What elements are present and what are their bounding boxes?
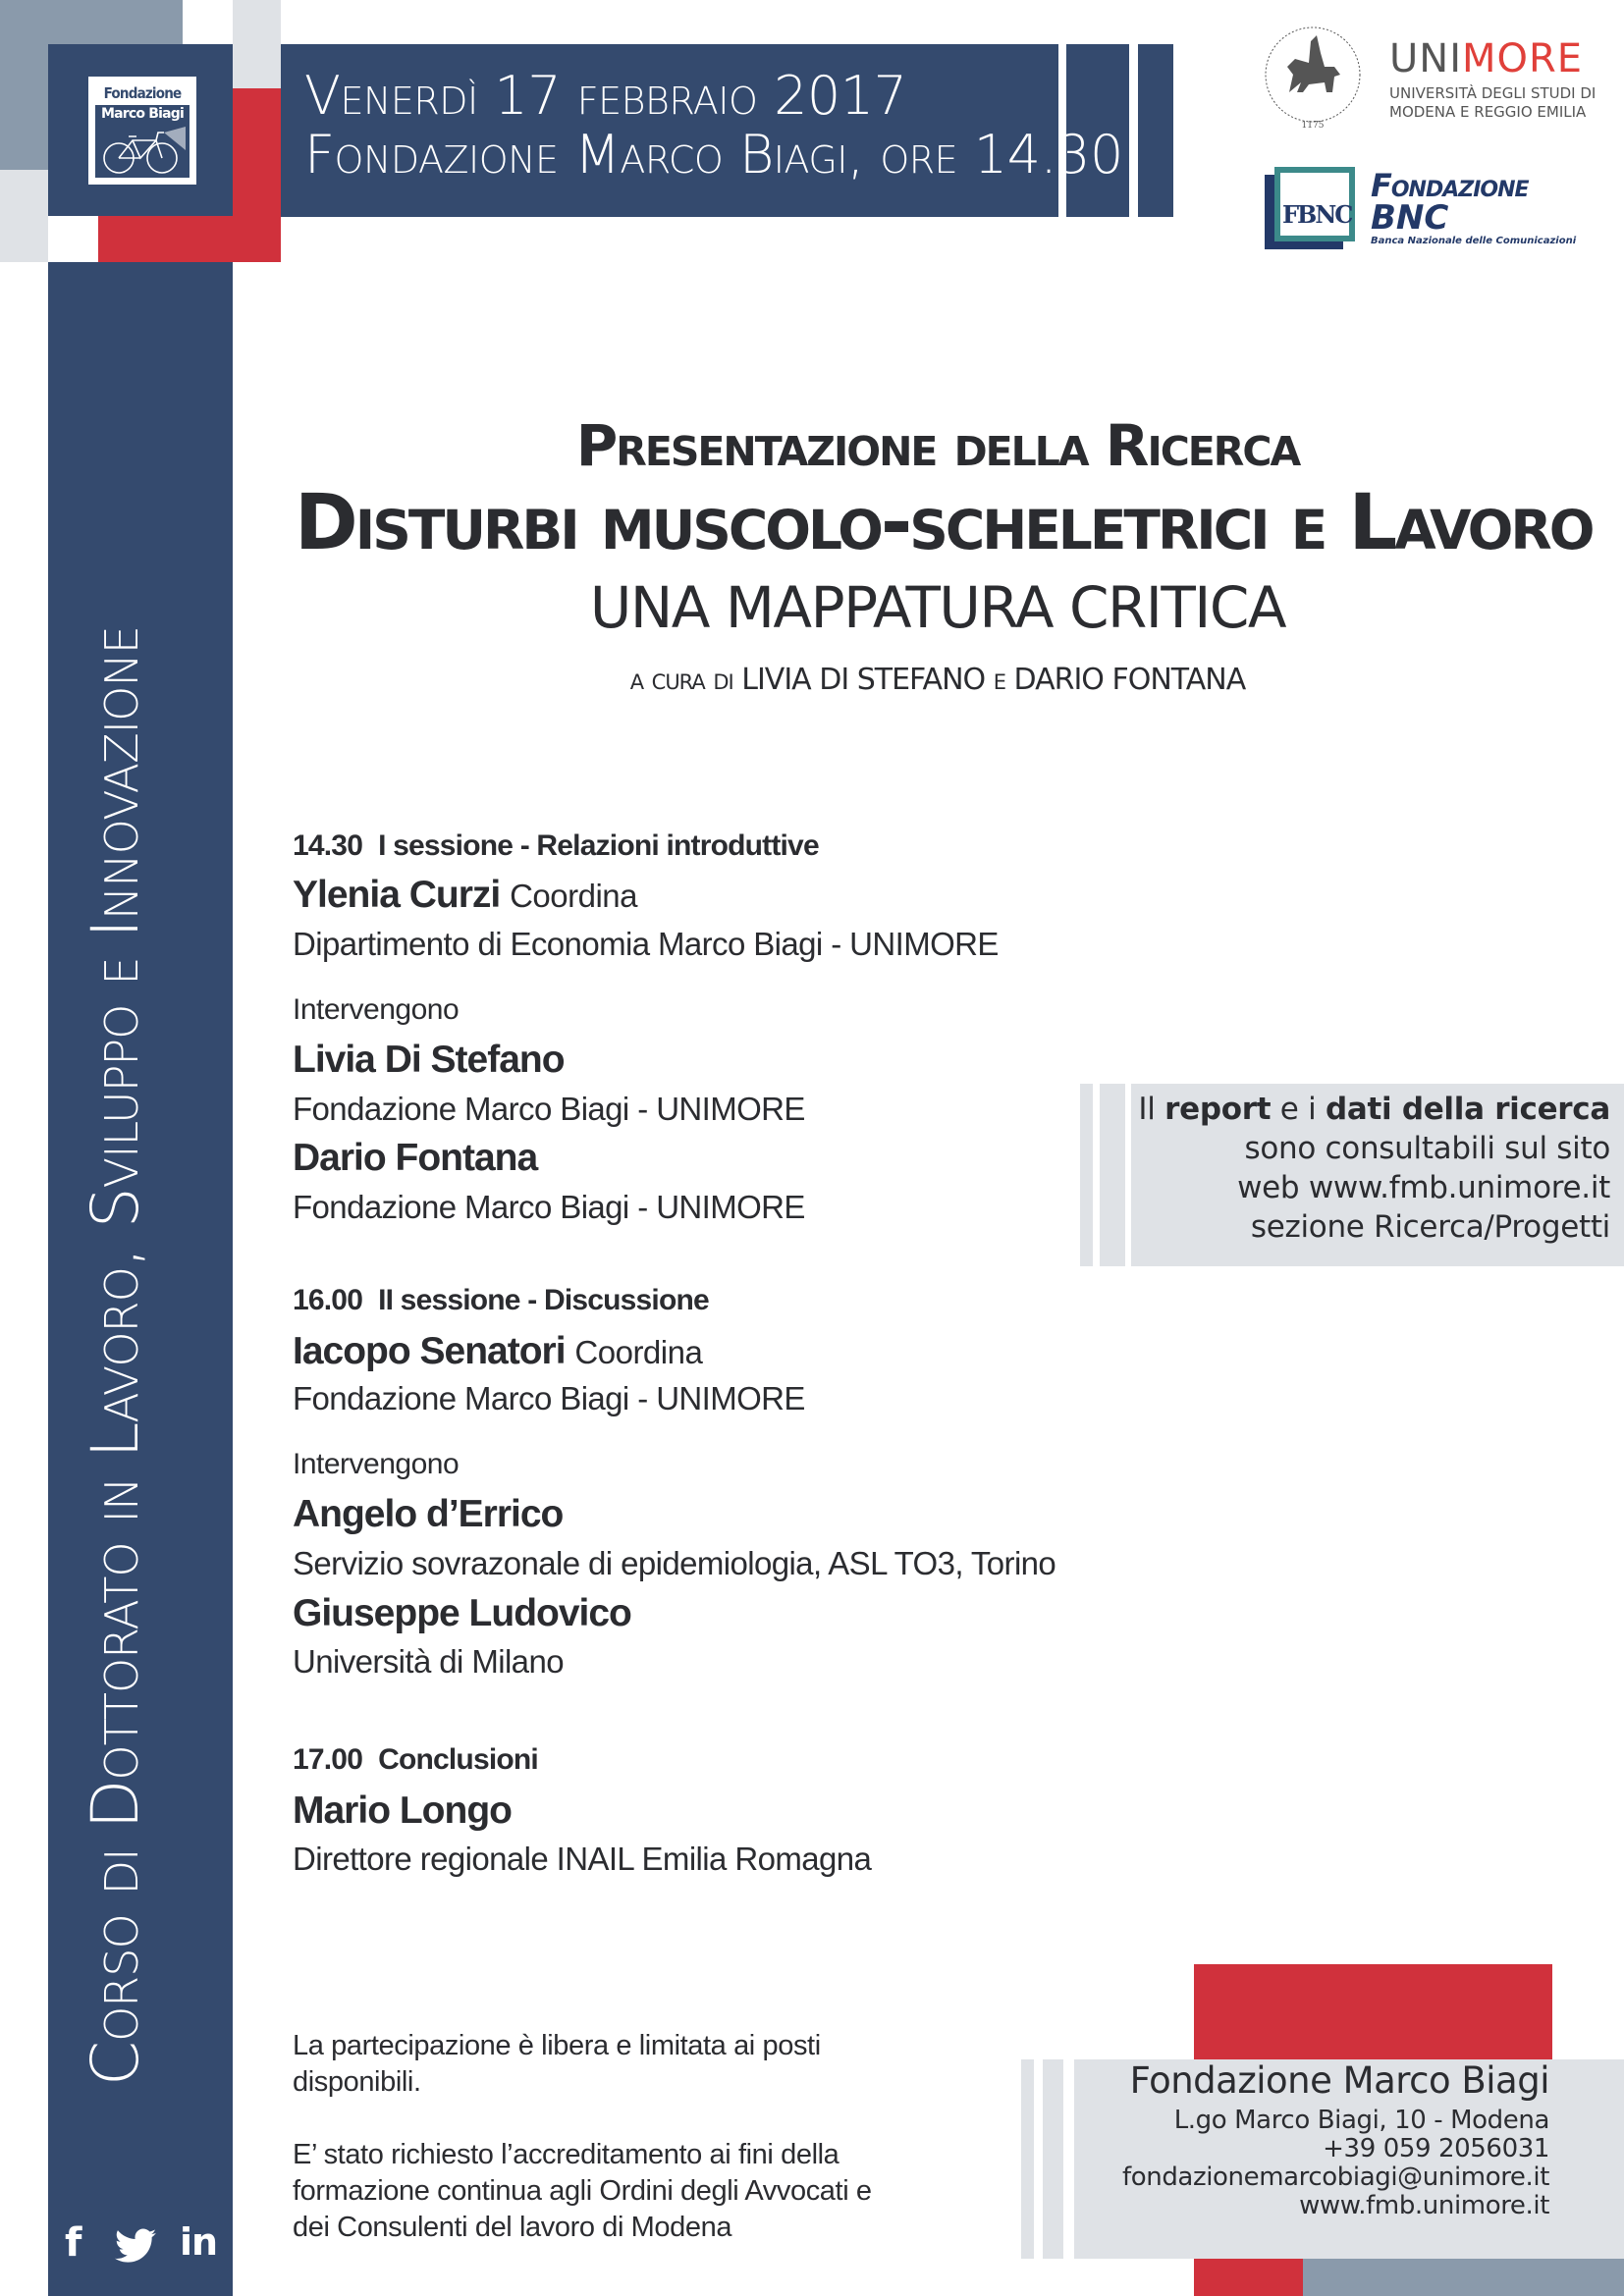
session-1-header: 14.30 I sessione - Relazioni introduttive: [293, 829, 819, 862]
unimore-logo[interactable]: [1260, 24, 1597, 133]
contact-website[interactable]: www.fmb.unimore.it: [1299, 2191, 1549, 2220]
svg-text:1175: 1175: [1301, 121, 1325, 131]
event-date: Venerdì 17 febbraio 2017: [304, 65, 907, 127]
participation-note: La partecipazione è libera e limitata ai posti disponibili.: [293, 2030, 821, 2098]
linkedin-icon[interactable]: in: [180, 2220, 218, 2264]
session-2-speaker-1: Angelo d’Errico: [293, 1493, 564, 1535]
session-3-header: 17.00 Conclusioni: [293, 1743, 538, 1776]
deco-slate-block-bottom: [1303, 2259, 1624, 2296]
event-venue-time: Fondazione Marco Biagi, ore 14.30: [304, 124, 1123, 186]
session-2-speaker-2-affiliation: Università di Milano: [293, 1643, 564, 1680]
deco-light-column: [233, 0, 281, 88]
session-2-header: 16.00 II sessione - Discussione: [293, 1284, 709, 1316]
session-1-speakers-label: Intervengono: [293, 993, 460, 1026]
accreditation-note: E’ stato richiesto l’accreditamento ai fini della formazione continua agli Ordini degli Avvocati e dei Consulenti del lavoro di Modena: [293, 2139, 872, 2243]
bnc-line1: Fondazione: [1371, 167, 1529, 204]
session-1-speaker-1-affiliation: Fondazione Marco Biagi - UNIMORE: [293, 1091, 805, 1127]
session-1-speaker-1: Livia Di Stefano: [293, 1039, 565, 1081]
bnc-subtitle: Banca Nazionale delle Comunicazioni: [1371, 236, 1577, 246]
session-1-speaker-2-affiliation: Fondazione Marco Biagi - UNIMORE: [293, 1189, 805, 1225]
fmb-logo-line1: Fondazione: [95, 83, 189, 105]
title-pre: Presentazione della Ricerca: [575, 412, 1300, 479]
session-2-coordinator: Iacopo Senatori Coordina: [293, 1330, 703, 1372]
twitter-icon[interactable]: [115, 2228, 156, 2264]
unimore-subtitle: UNIVERSITÀ DEGLI STUDI DI MODENA E REGGIO EMILIA: [1389, 84, 1597, 121]
fmb-logo-line2: Marco Biagi: [100, 106, 184, 122]
session-2-coordinator-affiliation: Fondazione Marco Biagi - UNIMORE: [293, 1380, 805, 1416]
contact-email[interactable]: fondazionemarcobiagi@unimore.it: [1121, 2163, 1549, 2192]
session-3-speaker-1: Mario Longo: [293, 1789, 512, 1832]
session-1-coordinator: Ylenia Curzi Coordina: [293, 874, 637, 916]
info-box-text: Il report e i dati della ricerca sono consultabili sul sito web www.fmb.unimore.it sezione Ricerca/Progetti: [1119, 1090, 1610, 1247]
title-main: Disturbi muscolo-scheletrici e Lavoro: [295, 479, 1593, 567]
bnc-line2: BNC: [1371, 198, 1449, 238]
facebook-icon[interactable]: f: [65, 2220, 82, 2266]
sidebar-vertical-title: Corso di Dottorato in Lavoro, Sviluppo e Innovazione: [78, 626, 153, 2086]
unimore-seal-icon: [1260, 24, 1366, 133]
contact-details: [1122, 2107, 1549, 2220]
bicycle-icon: [101, 127, 186, 176]
session-3-speaker-1-affiliation: Direttore regionale INAIL Emilia Romagna: [293, 1841, 872, 1877]
title-sub: UNA MAPPATURA CRITICA: [589, 574, 1286, 641]
session-2-speaker-1-affiliation: Servizio sovrazonale di epidemiologia, ASL TO3, Torino: [293, 1545, 1056, 1581]
session-2-speakers-label: Intervengono: [293, 1448, 460, 1480]
title-curators: a cura di LIVIA DI STEFANO e DARIO FONTANA: [629, 663, 1246, 697]
contact-phone[interactable]: +39 059 2056031: [1323, 2134, 1549, 2163]
session-2-speaker-2: Giuseppe Ludovico: [293, 1592, 631, 1634]
contact-box-stripe-2: [1043, 2059, 1063, 2259]
info-box-website[interactable]: web www.fmb.unimore.it: [1237, 1170, 1610, 1205]
header-stripe-2: [1138, 44, 1173, 217]
session-1-speaker-2: Dario Fontana: [293, 1137, 538, 1179]
contact-address: L.go Marco Biagi, 10 - Modena: [1173, 2106, 1549, 2135]
contact-box-stripe-1: [1021, 2059, 1034, 2259]
bnc-mark: FBNC: [1282, 200, 1352, 229]
fondazione-bnc-logo[interactable]: [1265, 167, 1579, 251]
info-box-stripe-1: [1080, 1084, 1093, 1266]
session-1-coordinator-affiliation: Dipartimento di Economia Marco Biagi - UNIMORE: [293, 926, 999, 962]
contact-name: Fondazione Marco Biagi: [1129, 2059, 1549, 2102]
fmb-logo[interactable]: [88, 77, 196, 185]
unimore-wordmark: UNIMORE: [1389, 36, 1584, 81]
deco-light-block-left: [0, 170, 48, 262]
